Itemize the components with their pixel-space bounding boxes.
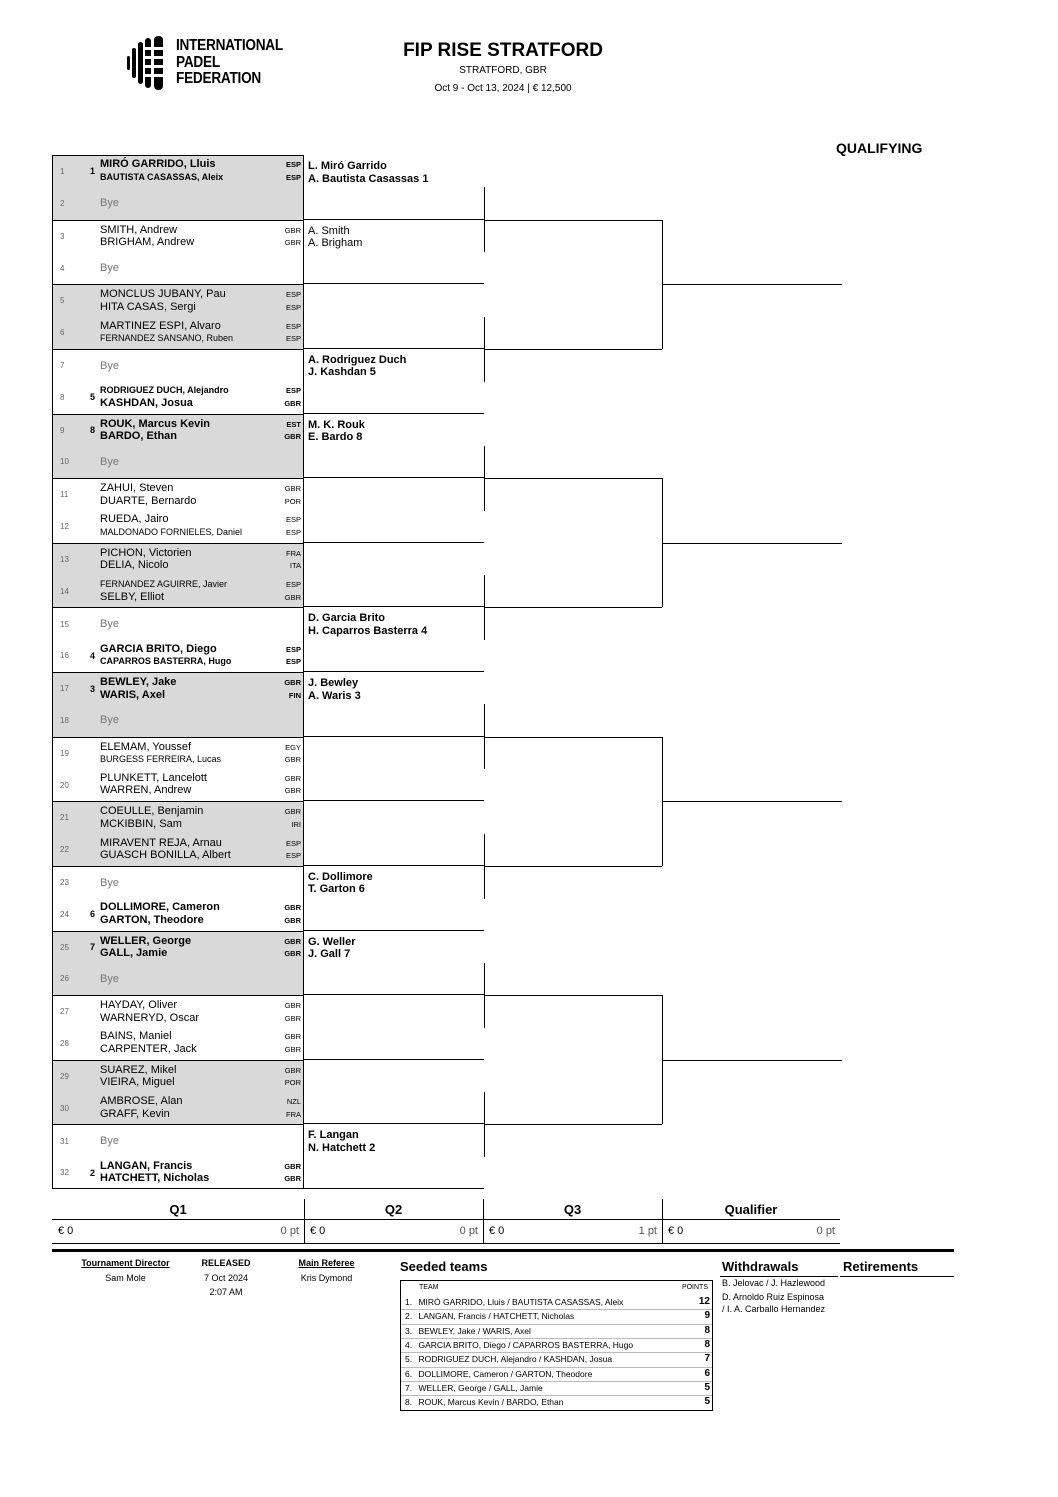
player-2: GRAFF, Kevin [100, 1107, 170, 1120]
seeded-teams-table [400, 1280, 713, 1411]
player-2: DUARTE, Bernardo [100, 494, 197, 507]
player-1: ROUK, Marcus Kevin [100, 417, 211, 430]
round2-team [308, 1129, 375, 1154]
draw-number: 2 [60, 198, 65, 208]
seeded-col-points: POINTS [681, 1284, 708, 1291]
rounds-rule [52, 1249, 954, 1252]
round-points: 0 pt [459, 1225, 478, 1237]
player-1: SUAREZ, Mikel [100, 1063, 177, 1076]
bracket-line [304, 606, 484, 607]
country-code-2: ITA [289, 561, 301, 571]
country-code-2: FRA [286, 1109, 301, 1119]
bracket-line [304, 1059, 484, 1060]
seeded-rank: 6. [405, 1368, 413, 1379]
bracket-line [484, 995, 662, 996]
round-prize: € 0 [668, 1225, 684, 1237]
country-code-1: GBR [284, 1161, 301, 1171]
draw-number: 17 [60, 684, 69, 694]
player-2: CAPARROS BASTERRA, Hugo [100, 656, 232, 667]
player-1: RUEDA, Jairo [100, 513, 169, 526]
country-code-1: GBR [284, 936, 301, 946]
round2-player-2: J. Kashdan 5 [308, 366, 376, 379]
player-2: GUASCH BONILLA, Albert [100, 849, 231, 862]
bracket-line [304, 542, 484, 543]
country-code-2: GBR [284, 238, 301, 248]
country-code-1: GBR [284, 484, 301, 494]
seeded-team: RODRIGUEZ DUCH, Alejandro / KASHDAN, Josua [418, 1354, 613, 1365]
round2-player-2: H. Caparros Basterra 4 [308, 624, 428, 637]
withdrawals-heading: Withdrawals [722, 1259, 799, 1274]
seeded-rank: 1. [405, 1297, 413, 1307]
round-name: Q2 [384, 1202, 403, 1217]
country-code-1: GBR [284, 678, 301, 687]
seeded-points: 9 [704, 1310, 710, 1322]
round2-player-2: N. Hatchett 2 [308, 1141, 376, 1154]
country-code-1: GBR [284, 807, 301, 817]
country-code-1: ESP [285, 838, 301, 848]
round2-player-2: A. Brigham [308, 237, 363, 250]
round2-player-2: E. Bardo 8 [308, 431, 363, 443]
player-2: WARREN, Andrew [100, 784, 192, 797]
country-code-1: ESP [285, 321, 301, 331]
country-code-2: ESP [285, 527, 301, 537]
seed-number: 6 [90, 909, 96, 920]
bracket-line [304, 800, 484, 801]
country-code-2: GBR [284, 592, 301, 602]
round2-team [308, 936, 355, 961]
round2-player-2: J. Gall 7 [308, 948, 351, 960]
bracket-line [484, 737, 662, 738]
player-1: ZAHUI, Steven [100, 482, 174, 495]
draw-number: 24 [60, 909, 69, 919]
country-code-1: GBR [284, 903, 301, 913]
seeded-team-row [405, 1352, 710, 1366]
rounds-rule [52, 1243, 840, 1244]
draw-number: 10 [60, 457, 69, 467]
round2-team [308, 225, 362, 250]
round-points: 0 pt [816, 1225, 835, 1237]
bracket-line [304, 413, 484, 414]
seeded-rank: 3. [405, 1325, 413, 1336]
draw-number: 18 [60, 715, 69, 725]
seeded-rank: 4. [405, 1339, 413, 1350]
player-2: MCKIBBIN, Sam [100, 817, 182, 830]
draw-number: 32 [60, 1168, 69, 1178]
player-1: MIRÓ GARRIDO, Lluis [100, 158, 216, 170]
draw-number: 19 [60, 748, 69, 758]
country-code-1: ESP [285, 290, 301, 300]
bye-label: Bye [100, 359, 119, 372]
draw-number: 26 [60, 974, 69, 984]
country-code-1: ESP [285, 515, 301, 525]
bye-label: Bye [100, 1135, 119, 1148]
draw-number: 22 [60, 845, 69, 855]
round-prize: € 0 [310, 1225, 326, 1237]
draw-number: 3 [60, 231, 65, 241]
country-code-2: GBR [284, 432, 301, 441]
draw-number: 23 [60, 878, 69, 888]
seeded-rank: 5. [405, 1354, 413, 1365]
seed-number: 3 [90, 683, 96, 694]
draw-number: 31 [60, 1136, 69, 1146]
round2-player-1: A. Rodriguez Duch [308, 353, 407, 366]
director-name: Sam Mole [105, 1273, 146, 1283]
draw-number: 13 [60, 554, 69, 564]
retirements-underline [840, 1276, 954, 1277]
tournament-dates: Oct 9 - Oct 13, 2024 | € 12,500 [434, 83, 572, 94]
bracket-line [484, 1124, 662, 1125]
country-code-1: FRA [286, 548, 301, 558]
round-divider [304, 1199, 305, 1243]
country-code-2: POR [284, 496, 301, 506]
bye-label: Bye [100, 714, 119, 727]
fip-logo-wordmark: INTERNATIONAL PADEL FEDERATION [176, 37, 283, 87]
draw-number: 21 [60, 813, 69, 823]
bracket-line [662, 1060, 842, 1061]
player-1: WELLER, George [100, 934, 192, 947]
country-code-1: ESP [285, 644, 301, 654]
country-code-2: GBR [284, 949, 301, 958]
country-code-1: ESP [285, 160, 301, 169]
player-1: ELEMAM, Youssef [100, 740, 192, 753]
withdrawal-1: B. Jelovac / J. Hazlewood [722, 1278, 826, 1288]
country-code-2: IRI [291, 819, 301, 829]
seed-number: 7 [90, 942, 96, 953]
round-name: Qualifier [724, 1202, 778, 1217]
player-2: CARPENTER, Jack [100, 1042, 197, 1055]
draw-frame [52, 155, 304, 1189]
player-1: AMBROSE, Alan [100, 1095, 183, 1108]
player-2: VIEIRA, Miguel [100, 1076, 175, 1089]
seeded-rank: 2. [405, 1311, 413, 1322]
bracket-line [484, 607, 662, 608]
player-1: PICHON, Victorien [100, 546, 192, 559]
draw-number: 1 [60, 166, 65, 176]
bracket-line [484, 478, 662, 479]
bye-label: Bye [100, 197, 119, 210]
country-code-1: NZL [286, 1097, 301, 1107]
round2-player-1: G. Weller [308, 935, 356, 948]
round-name: Q3 [563, 1202, 582, 1217]
seeded-teams-heading: Seeded teams [400, 1259, 488, 1274]
round2-player-2: A. Waris 3 [308, 689, 361, 702]
country-code-1: GBR [284, 773, 301, 783]
round-prize: € 0 [58, 1225, 74, 1237]
player-1: FERNANDEZ AGUIRRE, Javier [100, 579, 228, 590]
bracket-line [304, 348, 484, 349]
bracket-line [662, 543, 842, 544]
player-2: HATCHETT, Nicholas [100, 1172, 210, 1185]
draw-number: 15 [60, 619, 69, 629]
bracket-line [304, 865, 484, 866]
player-1: MARTINEZ ESPI, Alvaro [100, 319, 221, 332]
country-code-1: GBR [284, 1065, 301, 1075]
tournament-location: STRATFORD, GBR [459, 65, 547, 76]
round-prize: € 0 [489, 1225, 505, 1237]
round2-player-1: M. K. Rouk [308, 418, 365, 431]
seeded-points: 12 [698, 1296, 710, 1307]
draw-number: 25 [60, 942, 69, 952]
draw-number: 4 [60, 263, 65, 273]
draw-number: 16 [60, 651, 69, 661]
director-label: Tournament Director [81, 1258, 170, 1268]
seeded-team-row [405, 1309, 710, 1323]
country-code-2: ESP [285, 334, 301, 344]
rounds-rule [52, 1219, 840, 1220]
seeded-rank: 8. [405, 1397, 413, 1408]
player-1: PLUNKETT, Lancelott [100, 771, 207, 784]
seeded-points: 5 [704, 1381, 710, 1393]
player-2: GALL, Jamie [100, 947, 168, 959]
draw-number: 12 [60, 522, 69, 532]
round2-player-1: D. Garcia Brito [308, 612, 386, 625]
country-code-1: ESP [285, 386, 301, 396]
country-code-2: POR [284, 1078, 301, 1088]
released-time: 2:07 AM [209, 1287, 243, 1297]
round2-team [308, 354, 406, 379]
seeded-team-row [405, 1381, 710, 1395]
bracket-line [304, 1188, 484, 1189]
released-date: 7 Oct 2024 [203, 1273, 249, 1283]
draw-number: 8 [60, 392, 65, 402]
draw-number: 20 [60, 780, 69, 790]
player-1: COEULLE, Benjamin [100, 805, 204, 818]
draw-number: 5 [60, 296, 65, 306]
released-label: RELEASED [201, 1258, 251, 1268]
round2-player-1: L. Miró Garrido [308, 160, 387, 172]
seeded-points: 8 [704, 1338, 710, 1350]
player-2: GARTON, Theodore [100, 913, 204, 926]
seed-number: 4 [90, 650, 96, 661]
player-2: BURGESS FERREIRA, Lucas [100, 754, 222, 765]
seeded-col-team: TEAM [419, 1284, 439, 1291]
bye-label: Bye [100, 262, 119, 275]
bracket-line [484, 220, 662, 221]
player-1: HAYDAY, Oliver [100, 999, 178, 1012]
player-1: MONCLUS JUBANY, Pau [100, 288, 226, 301]
round-divider [662, 1199, 663, 1243]
referee-name: Kris Dymond [300, 1273, 353, 1283]
country-code-2: GBR [284, 1013, 301, 1023]
draw-number: 6 [60, 328, 65, 338]
seeded-team-row [405, 1367, 710, 1381]
seeded-team-row [405, 1395, 710, 1409]
bracket-line [304, 1123, 484, 1124]
country-code-2: GBR [284, 398, 301, 408]
draw-number: 7 [60, 361, 65, 371]
tournament-title: FIP RISE STRATFORD [403, 40, 603, 61]
withdrawal-2: D. Arnoldo Ruiz Espinosa [722, 1292, 825, 1302]
player-2: WARNERYD, Oscar [100, 1011, 200, 1024]
bracket-line [304, 994, 484, 995]
round-divider [483, 1199, 484, 1243]
seed-number: 2 [90, 1167, 96, 1178]
draw-number: 27 [60, 1007, 69, 1017]
player-2: DELIA, Nicolo [100, 559, 169, 572]
seeded-team: ROUK, Marcus Kevin / BARDO, Ethan [418, 1397, 564, 1408]
section-heading: QUALIFYING [836, 140, 923, 156]
draw-number: 14 [60, 586, 69, 596]
country-code-2: GBR [284, 915, 301, 925]
player-2: KASHDAN, Josua [100, 396, 193, 409]
country-code-2: ESP [285, 302, 301, 312]
round2-player-1: F. Langan [308, 1129, 359, 1142]
seeded-team: BEWLEY, Jake / WARIS, Axel [418, 1325, 531, 1336]
draw-number: 30 [60, 1103, 69, 1113]
seeded-team: WELLER, George / GALL, Jamie [418, 1382, 543, 1393]
country-code-2: GBR [284, 755, 301, 765]
bracket-line [484, 349, 662, 350]
player-1: RODRIGUEZ DUCH, Alejandro [100, 385, 229, 396]
player-2: HITA CASAS, Sergi [100, 300, 196, 313]
country-code-2: ESP [285, 851, 301, 861]
round-points: 1 pt [638, 1225, 657, 1237]
country-code-1: GBR [284, 1032, 301, 1042]
withdrawals-underline [720, 1276, 838, 1277]
round2-team [308, 160, 428, 185]
bye-label: Bye [100, 455, 119, 468]
bracket-line [304, 736, 484, 737]
country-code-1: ESP [285, 580, 301, 590]
seeded-team: DOLLIMORE, Cameron / GARTON, Theodore [418, 1368, 593, 1379]
seeded-team: LANGAN, Francis / HATCHETT, Nicholas [418, 1311, 575, 1322]
seed-number: 5 [90, 392, 96, 403]
bracket-line [662, 284, 842, 285]
bye-label: Bye [100, 618, 119, 631]
seeded-team-row [405, 1295, 710, 1309]
round-points: 0 pt [280, 1225, 299, 1237]
round2-player-1: C. Dollimore [308, 870, 373, 883]
player-2: FERNANDEZ SANSANO, Ruben [100, 333, 234, 344]
bracket-line [484, 866, 662, 867]
bracket-line [662, 801, 842, 802]
seeded-rank: 7. [405, 1382, 413, 1393]
seeded-points: 5 [704, 1396, 710, 1408]
bracket-line [304, 219, 484, 220]
bracket-line [304, 283, 484, 284]
player-1: LANGAN, Francis [100, 1159, 193, 1172]
player-2: BRIGHAM, Andrew [100, 236, 195, 249]
seeded-team: MIRÓ GARRIDO, Lluis / BAUTISTA CASASSAS, Aleix [418, 1297, 624, 1307]
round2-player-1: J. Bewley [308, 677, 359, 689]
seeded-points: 6 [704, 1367, 710, 1379]
round2-player-1: A. Smith [308, 224, 350, 237]
round2-team [308, 612, 427, 637]
player-2: BARDO, Ethan [100, 430, 177, 442]
seed-number: 8 [90, 425, 96, 436]
country-code-1: GBR [284, 225, 301, 235]
player-2: SELBY, Elliot [100, 590, 165, 603]
bracket-line [304, 671, 484, 672]
country-code-2: FIN [288, 690, 301, 700]
seed-number: 1 [90, 166, 96, 177]
country-code-2: ESP [285, 657, 301, 667]
player-2: BAUTISTA CASASSAS, Aleix [100, 171, 224, 182]
seeded-team-row [405, 1338, 710, 1352]
bye-label: Bye [100, 876, 119, 889]
draw-number: 28 [60, 1039, 69, 1049]
draw-number: 9 [60, 425, 65, 435]
draw-number: 29 [60, 1071, 69, 1081]
seeded-points: 8 [704, 1324, 710, 1336]
player-1: SMITH, Andrew [100, 223, 178, 236]
player-1: BEWLEY, Jake [100, 676, 177, 688]
round-name: Q1 [169, 1202, 187, 1217]
withdrawal-3: / I. A. Carballo Hernandez [722, 1304, 826, 1314]
player-1: DOLLIMORE, Cameron [100, 901, 220, 914]
round2-team [308, 419, 365, 444]
player-1: MIRAVENT REJA, Arnau [100, 836, 222, 849]
seeded-team: GARCIA BRITO, Diego / CAPARROS BASTERRA, Hugo [418, 1339, 634, 1350]
country-code-1: GBR [284, 1001, 301, 1011]
draw-number: 11 [60, 490, 69, 500]
round2-team [308, 871, 373, 896]
round2-player-2: T. Garton 6 [308, 883, 365, 896]
round2-team [308, 677, 361, 702]
country-code-1: EST [286, 419, 301, 429]
round2-player-2: A. Bautista Casassas 1 [308, 172, 429, 185]
bye-label: Bye [100, 972, 119, 985]
country-code-2: GBR [284, 1174, 301, 1184]
country-code-2: GBR [284, 786, 301, 796]
country-code-2: ESP [285, 172, 301, 182]
player-2: WARIS, Axel [100, 688, 165, 701]
player-2: MALDONADO FORNIELES, Daniel [100, 526, 243, 537]
player-1: GARCIA BRITO, Diego [100, 642, 217, 655]
referee-label: Main Referee [298, 1258, 355, 1268]
country-code-1: EGY [285, 742, 301, 752]
seeded-team-row [405, 1324, 710, 1338]
bracket-line [304, 477, 484, 478]
retirements-heading: Retirements [843, 1259, 919, 1274]
player-1: BAINS, Maniel [100, 1030, 172, 1043]
country-code-2: GBR [284, 1044, 301, 1054]
bracket-line [304, 930, 484, 931]
seeded-points: 7 [704, 1353, 710, 1365]
